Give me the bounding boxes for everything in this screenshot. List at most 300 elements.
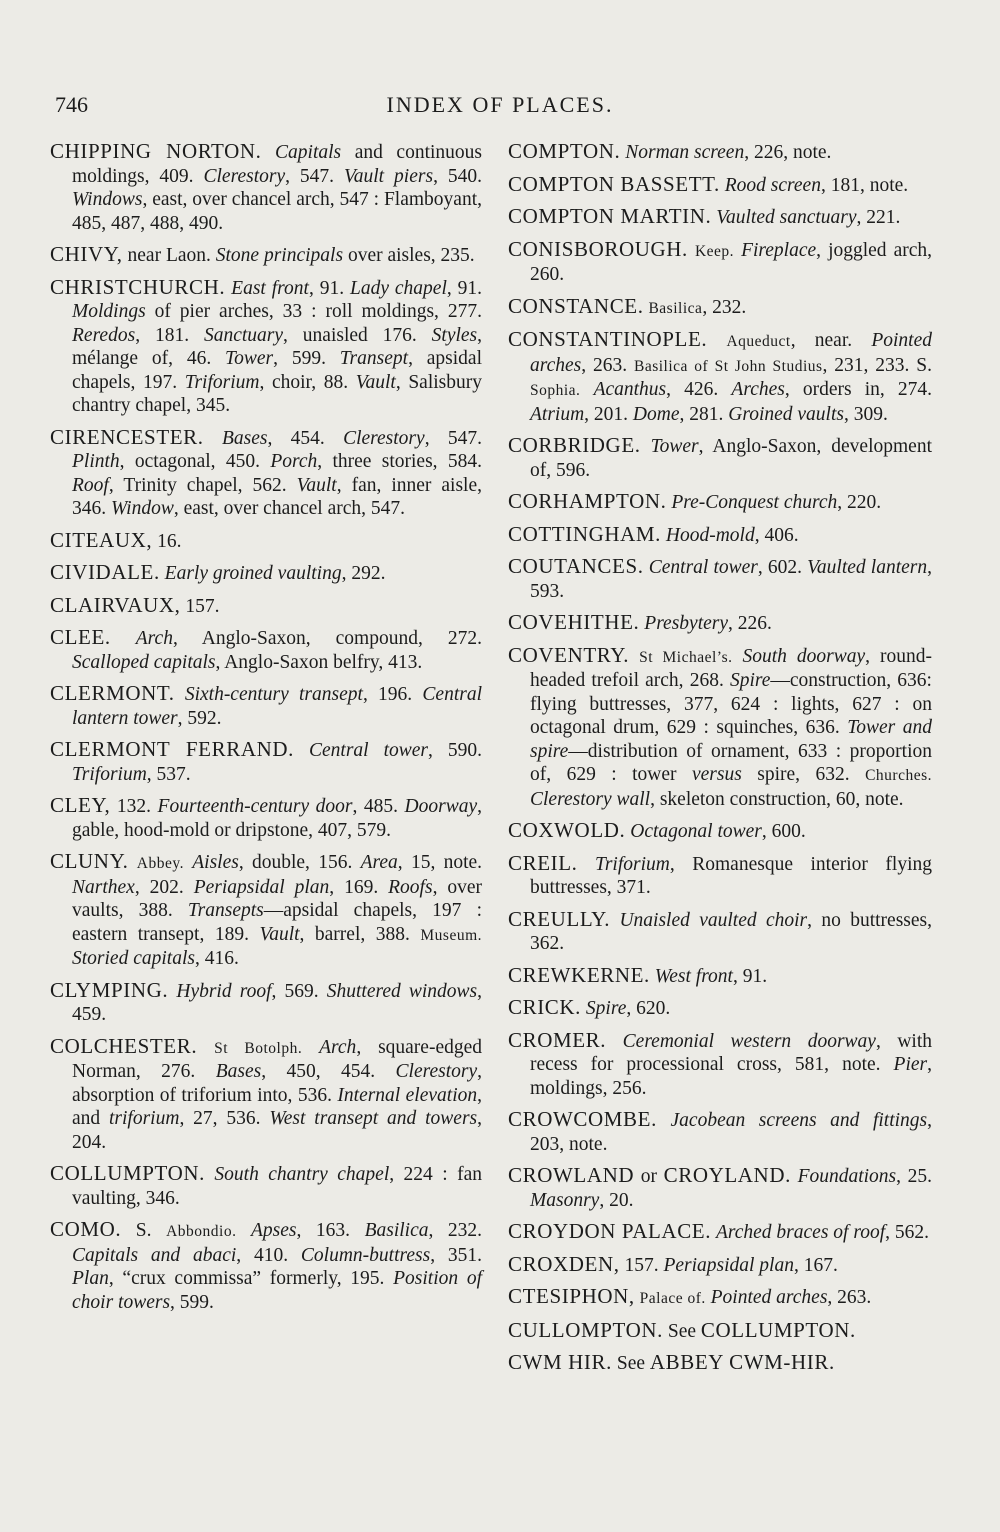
- entry-text: 157.: [619, 1254, 664, 1276]
- index-entry-coventry: [508, 644, 932, 812]
- entry-text: [205, 1164, 214, 1185]
- entry-text: , 562.: [885, 1222, 929, 1243]
- entry-text: over aisles, 235.: [343, 245, 475, 266]
- entry-text: , orders in, 274.: [784, 379, 933, 400]
- index-entry-coutances: [508, 555, 932, 603]
- index-entry-constance: [508, 295, 932, 321]
- entry-subject: Clerestory: [395, 1061, 478, 1082]
- entry-subject: triforium: [109, 1108, 180, 1129]
- entry-text: , 263.: [827, 1287, 872, 1308]
- entry-headword: CROYLAND.: [663, 1163, 791, 1187]
- index-entry-clymping: [50, 979, 482, 1027]
- index-entry-crewkerne: [508, 964, 932, 989]
- entry-headword: CIRENCESTER.: [50, 424, 204, 449]
- entry-subject: Masonry: [530, 1189, 600, 1211]
- entry-text: , 599.: [273, 348, 340, 369]
- entry-text: , 203, note.: [530, 1110, 933, 1155]
- entry-text: , 201.: [584, 403, 633, 425]
- entry-text: , 226.: [728, 613, 772, 634]
- entry-subject: Aisles: [192, 852, 239, 873]
- entry-subject: Pier: [893, 1054, 928, 1075]
- entry-text: , and: [72, 1084, 482, 1129]
- entry-text: [128, 852, 136, 873]
- entry-subject: Spire: [729, 670, 771, 691]
- index-entry-croydon-palace: [508, 1220, 932, 1245]
- entry-text: , joggled arch, 260.: [530, 239, 933, 285]
- entry-text: [641, 436, 651, 457]
- entry-subject: Moldings: [72, 301, 146, 322]
- entry-headword: CHRISTCHURCH.: [50, 274, 226, 299]
- entry-building: Aqueduct: [726, 333, 791, 350]
- entry-subject: Scalloped capitals: [72, 651, 216, 673]
- entry-text: , barrel, 388.: [299, 923, 421, 945]
- entry-text: , unaisled 176.: [283, 324, 432, 346]
- entry-subject: Clerestory: [203, 165, 286, 187]
- entry-text: , 292.: [341, 563, 386, 584]
- index-entry-conisborough: [508, 238, 932, 287]
- entry-subject: Fourteenth-century door: [157, 796, 353, 817]
- entry-subject: Acanthus: [593, 379, 667, 400]
- entry-text: [791, 1166, 798, 1187]
- entry-text: and continuous moldings, 409.: [72, 142, 482, 187]
- entry-building: Museum.: [420, 926, 482, 944]
- entry-headword: COXWOLD.: [508, 818, 626, 842]
- entry-headword: CORBRIDGE.: [508, 433, 641, 457]
- entry-subject: Triforium: [184, 371, 260, 393]
- entry-text: , 547.: [424, 427, 482, 449]
- entry-text: , 91.: [732, 965, 768, 987]
- index-entry-clermont-ferrand: [50, 738, 482, 786]
- entry-subject: Central tower: [648, 557, 758, 578]
- entry-headword: COLLUMPTON.: [50, 1161, 205, 1185]
- entry-text: [302, 1037, 319, 1058]
- entry-headword: CLYMPING.: [50, 977, 169, 1002]
- entry-subject: versus: [692, 764, 742, 785]
- entry-text: , 25.: [896, 1166, 933, 1187]
- index-entry-cullompton: [508, 1319, 932, 1344]
- entry-building: Abbey.: [136, 855, 184, 872]
- entry-text: , absorption of triforium into, 536.: [72, 1061, 483, 1106]
- index-entry-clee: [50, 626, 482, 674]
- entry-text: , 224 : fan vaulting, 346.: [72, 1164, 482, 1209]
- entry-subject: Windows: [72, 189, 143, 210]
- entry-subject: Vault: [296, 474, 337, 496]
- entry-text: , 416.: [194, 948, 239, 969]
- entry-subject: Sixth-century transept: [184, 684, 363, 705]
- entry-building: St Botolph.: [214, 1039, 303, 1057]
- entry-subject: Porch: [270, 451, 318, 472]
- entry-headword: CLEY,: [50, 793, 111, 817]
- index-entry-covehithe: [508, 611, 932, 636]
- entry-text: , 196.: [362, 684, 423, 705]
- entry-subject: Vault: [259, 923, 300, 945]
- entry-text: near Laon.: [122, 245, 216, 266]
- entry-subject: Area: [360, 852, 398, 873]
- entry-subject: Arch: [135, 628, 173, 649]
- entry-text: , 547.: [285, 165, 345, 187]
- entry-subject: Narthex: [72, 876, 135, 898]
- entry-text: , 167.: [793, 1254, 838, 1276]
- entry-text: [606, 1031, 623, 1052]
- entry-text: , apsidal chapels, 197.: [72, 348, 483, 393]
- entry-text: [657, 1110, 671, 1131]
- entry-subject: Hybrid roof: [176, 980, 272, 1002]
- index-entry-cottingham: [508, 523, 932, 548]
- entry-subject: Periapsidal plan: [193, 876, 330, 898]
- entry-text: , mélange of, 46.: [72, 324, 483, 369]
- index-entry-corbridge: [508, 434, 932, 482]
- running-title: INDEX OF PLACES.: [386, 92, 614, 117]
- entry-subject: Vaulted sanctuary: [716, 207, 857, 228]
- entry-text: , 204.: [72, 1108, 483, 1153]
- entry-subject: Arch: [319, 1036, 357, 1058]
- entry-text: [629, 646, 639, 667]
- entry-building: Abbondio.: [166, 1223, 237, 1240]
- entry-subject: Internal elevation: [337, 1084, 478, 1106]
- entry-text: , 163.: [296, 1220, 365, 1241]
- entry-text: , 600.: [761, 821, 806, 842]
- entry-text: , 599.: [170, 1291, 214, 1313]
- entry-subject: Plan: [72, 1268, 109, 1289]
- entry-text: , 426.: [666, 379, 732, 400]
- entry-text: , round-headed trefoil arch, 268.: [530, 645, 932, 691]
- entry-subject: Reredos: [72, 324, 136, 346]
- entry-text: , 27, 536.: [179, 1108, 270, 1129]
- entry-subject: Clerestory: [343, 427, 425, 449]
- entry-headword: CULLOMPTON.: [508, 1317, 663, 1342]
- entry-text: [294, 740, 309, 761]
- index-entry-collumpton: [50, 1162, 482, 1210]
- entry-text: , 309.: [843, 403, 888, 425]
- entry-text: , octagonal, 450.: [119, 451, 271, 472]
- entry-subject: Roofs: [388, 876, 433, 898]
- index-entry-cluny: [50, 850, 482, 971]
- entry-headword: CREULLY.: [508, 906, 611, 931]
- index-entry-christchurch: [50, 276, 482, 418]
- entry-text: , Anglo-Saxon, compound, 272.: [172, 628, 482, 649]
- entry-subject: South doorway: [742, 645, 866, 667]
- entry-text: , fan, inner aisle, 346.: [72, 474, 482, 519]
- entry-headword: CWM HIR.: [508, 1350, 612, 1374]
- entry-text: See: [611, 1353, 650, 1374]
- entry-subject: Fireplace: [741, 239, 817, 261]
- entry-text: , 592.: [177, 707, 222, 729]
- entry-building: Sophia.: [530, 382, 581, 399]
- entry-headword: COVEHITHE.: [508, 610, 640, 634]
- entry-subject: Spire: [585, 998, 627, 1019]
- entry-text: , three stories, 584.: [317, 451, 482, 472]
- entry-headword: CLEE.: [50, 625, 111, 649]
- entry-text: , square-edged Norman, 276.: [72, 1036, 483, 1082]
- entry-headword: COMPTON BASSETT.: [508, 171, 720, 196]
- entry-building: Basilica of St John Studius: [634, 357, 823, 375]
- entry-subject: Ceremonial western doorway: [622, 1030, 876, 1052]
- entry-subject: Pointed arches: [530, 330, 932, 376]
- entry-headword: COTTINGHAM.: [508, 521, 662, 546]
- entry-subject: Norman screen: [625, 142, 745, 163]
- index-column-left: [50, 140, 482, 1322]
- entry-text: , moldings, 256.: [530, 1054, 932, 1099]
- entry-subject: Transepts: [187, 900, 264, 921]
- entry-headword: CITEAUX,: [50, 527, 153, 552]
- entry-subject: Bases: [221, 427, 268, 449]
- entry-headword: COLCHESTER.: [50, 1033, 198, 1058]
- entry-headword: CONSTANCE.: [508, 293, 644, 318]
- entry-text: 16.: [152, 530, 182, 552]
- index-entry-cwm-hir: [508, 1351, 932, 1376]
- entry-text: , “crux commissa” formerly, 195.: [108, 1268, 394, 1289]
- entry-subject: Vault: [355, 371, 396, 393]
- entry-text: , 263.: [581, 354, 634, 376]
- entry-subject: Unaisled vaulted choir: [619, 909, 808, 931]
- entry-text: , choir, 88.: [259, 371, 356, 393]
- entry-subject: Presbytery: [644, 613, 729, 634]
- entry-subject: Octagonal tower: [630, 821, 762, 842]
- entry-text: , 231, 233. S.: [822, 354, 932, 376]
- index-entry-clairvaux: [50, 594, 482, 619]
- entry-text: [707, 330, 726, 351]
- entry-text: , near.: [790, 330, 872, 351]
- entry-subject: Bases: [215, 1061, 262, 1082]
- entry-text: , 15, note.: [397, 852, 483, 873]
- entry-text: —apsidal chapels, 197 : eastern transept, 189.: [72, 900, 482, 945]
- entry-building: Palace of.: [639, 1290, 706, 1307]
- entry-text: [204, 428, 222, 449]
- entry-text: , with recess for processional cross, 581, note.: [530, 1030, 933, 1075]
- entry-subject: Basilica: [364, 1220, 429, 1241]
- entry-text: [580, 379, 593, 400]
- entry-headword: COMPTON.: [508, 139, 621, 163]
- entry-text: , 459.: [72, 980, 483, 1025]
- entry-subject: Central tower: [308, 740, 428, 761]
- entry-subject: Dome: [632, 403, 680, 425]
- index-entry-como: [50, 1218, 482, 1314]
- entry-text: [578, 854, 596, 875]
- entry-headword: COMO.: [50, 1217, 122, 1241]
- entry-text: [111, 628, 136, 649]
- entry-text: S.: [121, 1220, 167, 1241]
- entry-text: , 181, note.: [820, 174, 909, 196]
- entry-text: , skeleton construction, 60, note.: [650, 788, 904, 810]
- entry-subject: Position of choir towers: [72, 1268, 483, 1313]
- entry-subject: Arched braces of roof: [715, 1222, 886, 1243]
- entry-text: 157.: [180, 595, 220, 617]
- entry-subject: Stone principals: [215, 245, 344, 266]
- entry-subject: Triforium: [72, 763, 147, 785]
- index-entry-crowland: [508, 1164, 932, 1212]
- entry-headword: CHIPPING NORTON.: [50, 139, 262, 163]
- index-entry-coxwold: [508, 819, 932, 844]
- entry-subject: East front: [231, 277, 309, 299]
- entry-subject: Doorway: [404, 796, 478, 817]
- entry-subject: Shuttered windows: [326, 980, 478, 1002]
- entry-text: , Anglo-Saxon belfry, 413.: [215, 651, 423, 673]
- index-entry-cirencester: [50, 426, 482, 521]
- entry-text: [184, 852, 192, 873]
- index-entry-chivy: [50, 243, 482, 268]
- entry-text: , east, over chancel arch, 547 : Flamboyant, 485, 487, 488, 490.: [72, 189, 482, 234]
- entry-building: Basilica: [648, 299, 703, 317]
- entry-text: , Trinity chapel, 562.: [108, 474, 297, 496]
- entry-headword: CHIVY,: [50, 242, 123, 266]
- entry-text: —construction, 636: flying buttresses, 377, 624 : lights, 627 : on octagonal drum, 629 : squinches, 636.: [530, 670, 932, 738]
- entry-subject: Hood-mold: [665, 524, 755, 546]
- index-entry-croxden: [508, 1253, 932, 1278]
- entry-text: , 590.: [428, 740, 483, 761]
- entry-text: , 410.: [236, 1244, 301, 1266]
- entry-building: Keep.: [694, 242, 735, 260]
- index-column-right: [508, 140, 932, 1384]
- entry-headword: CIVIDALE.: [50, 560, 160, 584]
- entry-headword: CONSTANTINOPLE.: [508, 327, 708, 351]
- entry-text: , Anglo-Saxon, development of, 596.: [530, 436, 933, 481]
- entry-text: of pier arches, 33 : roll moldings, 277.: [145, 301, 482, 322]
- entry-text: , no buttresses, 362.: [530, 909, 932, 954]
- entry-building: St Michael’s.: [639, 648, 733, 666]
- entry-subject: Early groined vaulting: [164, 563, 342, 584]
- entry-subject: Apses: [250, 1220, 297, 1241]
- entry-subject: Central lantern tower: [72, 684, 482, 729]
- index-entry-cividale: [50, 561, 482, 586]
- index-entry-corhampton: [508, 490, 932, 515]
- entry-subject: Window: [111, 498, 174, 519]
- entry-headword: CROXDEN,: [508, 1251, 620, 1276]
- entry-text: , 351.: [430, 1244, 483, 1266]
- index-entry-crowcombe: [508, 1108, 932, 1156]
- entry-headword: CROWLAND: [508, 1163, 635, 1187]
- entry-subject: Storied capitals: [72, 948, 195, 969]
- entry-text: , 485.: [352, 796, 405, 817]
- entry-headword: COMPTON MARTIN.: [508, 204, 712, 228]
- entry-subject: Column-buttress: [300, 1244, 431, 1266]
- page-number: 746: [55, 92, 88, 117]
- entry-text: , 454.: [267, 427, 344, 449]
- entry-subject: Triforium: [595, 853, 670, 875]
- index-entry-citeaux: [50, 529, 482, 554]
- index-entry-crick: [508, 996, 932, 1021]
- entry-text: 132.: [110, 796, 158, 817]
- entry-text: , 20.: [599, 1189, 634, 1211]
- entry-text: spire, 632.: [741, 764, 866, 785]
- entry-text: , 232.: [702, 296, 747, 318]
- entry-subject: Rood screen: [724, 174, 821, 196]
- entry-subject: Pointed arches: [710, 1287, 828, 1308]
- entry-headword: CLUNY.: [50, 849, 129, 873]
- entry-text: or: [634, 1166, 664, 1187]
- entry-headword: CORHAMPTON.: [508, 489, 667, 513]
- index-entry-creully: [508, 908, 932, 956]
- entry-headword: CONISBOROUGH.: [508, 236, 688, 261]
- entry-subject: Tower and spire: [530, 717, 932, 762]
- entry-text: [175, 684, 185, 705]
- page-header: [55, 92, 945, 124]
- entry-text: , 221.: [856, 207, 901, 228]
- entry-text: , 226, note.: [744, 142, 832, 163]
- index-entry-clermont: [50, 682, 482, 730]
- entry-subject: Groined vaults: [728, 403, 844, 425]
- entry-text: , east, over chancel arch, 547.: [173, 498, 406, 519]
- entry-text: , 181.: [135, 324, 204, 346]
- entry-subject: Sanctuary: [203, 324, 284, 346]
- entry-text: [236, 1220, 251, 1241]
- entry-text: , gable, hood-mold or dripstone, 407, 579.: [72, 796, 482, 841]
- entry-subject: Clerestory wall: [530, 788, 651, 810]
- entry-text: , Salisbury chantry chapel, 345.: [72, 371, 482, 416]
- entry-text: , 220.: [837, 492, 882, 513]
- index-entry-constantinople: [508, 328, 932, 426]
- entry-text: , double, 156.: [238, 852, 361, 873]
- entry-text: , 281.: [679, 403, 729, 425]
- index-entry-compton-bassett: [508, 173, 932, 198]
- entry-subject: West transept and towers: [269, 1108, 478, 1129]
- index-entry-compton: [508, 140, 932, 165]
- entry-text: [688, 240, 695, 261]
- entry-subject: Roof: [72, 474, 109, 496]
- index-entry-cley: [50, 794, 482, 842]
- entry-text: , 602.: [757, 557, 808, 578]
- entry-text: , 91.: [308, 277, 350, 299]
- entry-subject: Atrium: [530, 403, 585, 425]
- entry-headword: CLAIRVAUX,: [50, 592, 181, 617]
- entry-text: , 169.: [329, 876, 389, 898]
- entry-subject: West front: [654, 965, 733, 987]
- entry-subject: Capitals: [275, 142, 342, 163]
- entry-headword: CROYDON PALACE.: [508, 1219, 712, 1243]
- entry-text: [197, 1037, 214, 1058]
- entry-text: [261, 142, 275, 163]
- entry-headword: COVENTRY.: [508, 642, 630, 667]
- entry-text: [733, 646, 743, 667]
- entry-subject: Lady chapel: [349, 277, 447, 299]
- entry-headword: CTESIPHON,: [508, 1284, 635, 1308]
- entry-subject: Styles: [431, 324, 478, 346]
- entry-text: , 537.: [146, 763, 191, 785]
- entry-subject: Capitals and abaci: [72, 1244, 237, 1266]
- index-entry-chipping-norton: [50, 140, 482, 235]
- entry-subject: Foundations: [797, 1166, 897, 1187]
- entry-text: , 202.: [134, 876, 194, 898]
- entry-subject: Tower: [225, 348, 274, 369]
- entry-headword: CROMER.: [508, 1027, 607, 1052]
- index-entry-cromer: [508, 1029, 932, 1101]
- entry-subject: Arches: [731, 379, 785, 400]
- entry-text: , 91.: [446, 277, 483, 299]
- index-entry-creil: [508, 852, 932, 900]
- entry-subject: Vaulted lantern: [807, 557, 928, 578]
- entry-headword: CLERMONT.: [50, 681, 175, 705]
- entry-subject: Plinth: [72, 451, 120, 472]
- entry-text: —distribution of ornament, 633 : proportion of, 629 : tower: [530, 740, 932, 785]
- index-entry-ctesiphon: [508, 1285, 932, 1311]
- entry-subject: Pre-Conquest church: [671, 492, 838, 513]
- entry-headword: CREIL.: [508, 850, 578, 875]
- entry-subject: Tower: [650, 436, 699, 457]
- entry-subject: South chantry chapel: [214, 1164, 390, 1185]
- entry-text: , 540.: [433, 165, 483, 187]
- entry-text: , 406.: [754, 524, 799, 546]
- index-entry-compton-martin: [508, 205, 932, 230]
- entry-text: , 620.: [626, 998, 671, 1019]
- entry-text: , 569.: [271, 980, 327, 1002]
- entry-text: See: [662, 1320, 701, 1342]
- entry-text: , 593.: [530, 557, 933, 602]
- entry-text: , over vaults, 388.: [72, 876, 483, 921]
- entry-subject: Vault piers: [344, 165, 434, 187]
- entry-headword: CREWKERNE.: [508, 962, 650, 987]
- entry-headword: CRICK.: [508, 995, 582, 1019]
- entry-headword: COLLUMPTON.: [700, 1317, 856, 1342]
- entry-subject: Jacobean screens and fittings: [670, 1110, 928, 1131]
